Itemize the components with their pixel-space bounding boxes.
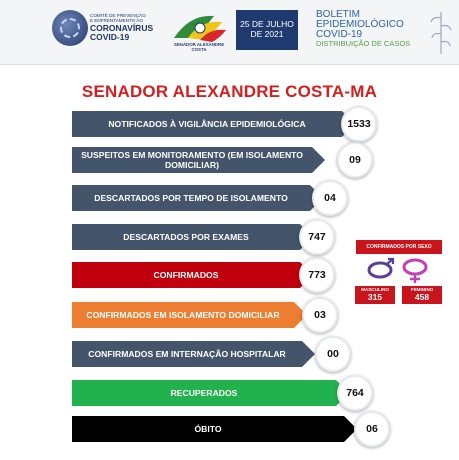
comite-big-1: CORONAVÍRUS bbox=[90, 22, 154, 33]
stat-value: 764 bbox=[337, 375, 373, 411]
stat-bar bbox=[72, 302, 294, 328]
stat-value: 1533 bbox=[341, 106, 377, 142]
stat-label: DESCARTADOS POR EXAMES bbox=[123, 231, 249, 242]
comite-big-2: COVID-19 bbox=[90, 31, 130, 42]
sex-section-title: CONFIRMADOS POR SEXO bbox=[356, 240, 442, 254]
boletim-line-2: EPIDEMIOLÓGICO bbox=[316, 19, 404, 30]
stat-label: ÓBITO bbox=[194, 423, 222, 434]
stat-bar bbox=[72, 380, 336, 406]
header-banner bbox=[0, 0, 459, 65]
date-box bbox=[236, 10, 298, 50]
female-symbol-icon bbox=[400, 256, 430, 284]
stat-label: DESCARTADOS POR TEMPO DE ISOLAMENTO bbox=[94, 192, 288, 203]
stat-value: 04 bbox=[312, 180, 348, 216]
boletim-line-3: COVID-19 bbox=[316, 29, 363, 40]
page-title: SENADOR ALEXANDRE COSTA-MA bbox=[81, 82, 378, 101]
male-count-box bbox=[355, 286, 395, 304]
male-value: 315 bbox=[367, 292, 383, 302]
female-value: 458 bbox=[414, 292, 430, 302]
comite-small-1: COMITÊ DE PREVENÇÃO bbox=[90, 13, 146, 18]
stat-bar bbox=[72, 185, 310, 211]
boletim-line-1: BOLETIM bbox=[316, 9, 360, 20]
stat-bar bbox=[72, 262, 300, 288]
stat-value: 00 bbox=[315, 336, 351, 372]
female-count-box bbox=[402, 286, 442, 304]
stat-bar bbox=[72, 111, 342, 137]
stat-label: CONFIRMADOS EM ISOLAMENTO DOMICILIAR bbox=[86, 309, 280, 320]
stat-value: 747 bbox=[299, 219, 335, 255]
stat-value: 03 bbox=[302, 297, 338, 333]
stat-bar bbox=[72, 416, 344, 442]
male-label: MASCULINO bbox=[361, 287, 389, 292]
stat-bar bbox=[72, 224, 300, 250]
stat-value: 06 bbox=[354, 411, 390, 447]
stat-bar bbox=[72, 147, 312, 173]
stat-value: 773 bbox=[299, 257, 335, 293]
city-flag-icon bbox=[170, 8, 228, 46]
date-line-2: DE 2021 bbox=[250, 29, 284, 39]
stat-label: RECUPERADOS bbox=[170, 387, 238, 398]
date-line-1: 25 DE JULHO bbox=[240, 19, 294, 30]
stat-label: CONFIRMADOS EM INTERNAÇÃO HOSPITALAR bbox=[88, 348, 286, 359]
coronavirus-logo-icon bbox=[52, 10, 88, 46]
city-caption: SENADOR ALEXANDRE COSTA bbox=[173, 42, 225, 52]
stat-label: NOTIFICADOS À VIGILÂNCIA EPIDEMIOLÓGICA bbox=[108, 118, 306, 129]
stat-label: CONFIRMADOS bbox=[153, 269, 219, 280]
female-label: FEMININO bbox=[410, 287, 434, 292]
stat-value: 09 bbox=[337, 142, 373, 178]
boletim-title bbox=[316, 10, 410, 48]
stat-bar bbox=[72, 341, 302, 367]
stat-label: SUSPEITOS EM MONITORAMENTO (EM ISOLAMENTO DOMICILIAR) bbox=[81, 149, 303, 170]
boletim-line-4: DISTRIBUIÇÃO DE CASOS bbox=[316, 39, 411, 48]
comite-small-2: E ENFRENTAMENTO AO bbox=[90, 17, 143, 23]
plant-decoration-icon bbox=[429, 8, 453, 54]
male-symbol-icon bbox=[366, 256, 396, 284]
comite-text bbox=[90, 14, 180, 41]
